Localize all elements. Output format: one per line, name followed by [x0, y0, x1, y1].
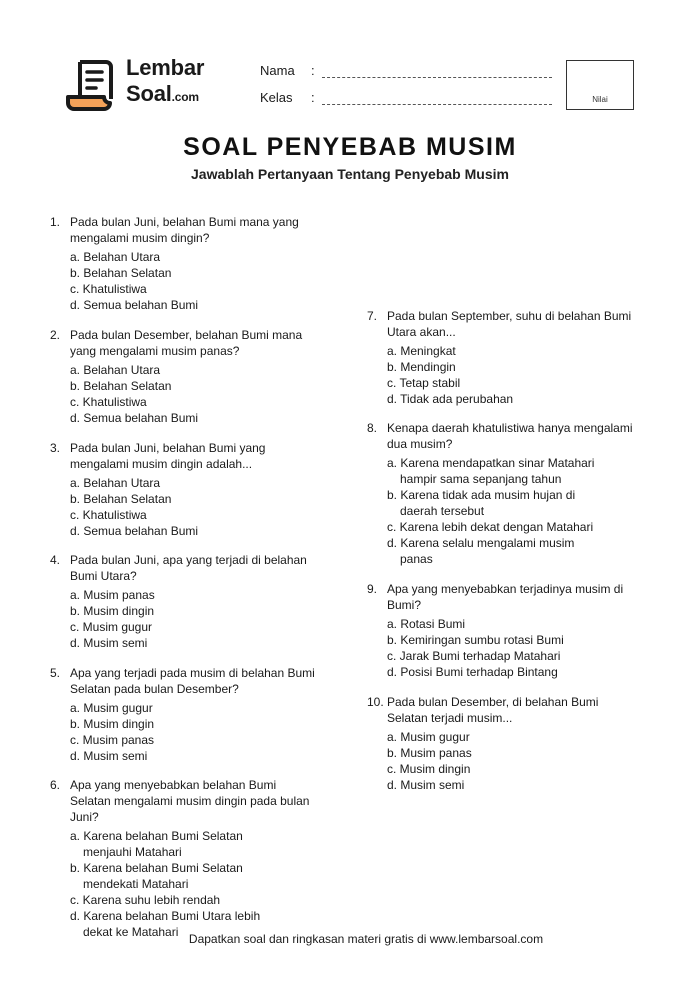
answer-option-text: c. Tetap stabil [387, 376, 461, 390]
question-text-line: Utara akan... [387, 325, 456, 339]
answer-option[interactable] [70, 281, 198, 297]
logo-wordmark-line1: Lembar [126, 55, 205, 80]
question-text-line: Pada bulan Juni, apa yang terjadi di belahan [70, 553, 307, 567]
answer-option-text: d. Musim semi [70, 636, 148, 650]
nilai-label: Nilai [592, 95, 608, 104]
answer-option[interactable] [70, 619, 155, 635]
answer-option[interactable] [70, 265, 198, 281]
answer-option[interactable] [387, 761, 472, 777]
question-text-line: Pada bulan Juni, belahan Bumi mana yang [70, 215, 299, 229]
question-text-line: Selatan pada bulan Desember? [70, 682, 239, 696]
answer-option-text: dekat ke Matahari [83, 925, 179, 939]
answer-option-text: b. Mendingin [387, 360, 456, 374]
question-number: 9. [367, 582, 378, 596]
question-number: 5. [50, 666, 61, 680]
kelas-label: Kelas [260, 90, 293, 105]
kelas-colon: : [311, 90, 315, 105]
question-number: 7. [367, 309, 378, 323]
answer-option-text: daerah tersebut [400, 504, 485, 518]
answer-option[interactable] [70, 523, 198, 539]
answer-option-text: c. Khatulistiwa [70, 395, 147, 409]
nilai-score-box[interactable] [566, 60, 634, 110]
answer-option-text: c. Karena suhu lebih rendah [70, 893, 221, 907]
question-text-line: Pada bulan Juni, belahan Bumi yang [70, 441, 266, 455]
answer-option[interactable] [387, 648, 564, 664]
answer-option[interactable] [70, 892, 260, 908]
question-number: 8. [367, 421, 378, 435]
question-text-line: Pada bulan Desember, belahan Bumi mana [70, 328, 303, 342]
answer-option[interactable] [70, 860, 260, 892]
answer-option[interactable] [70, 635, 155, 651]
answer-option-text: a. Musim gugur [387, 730, 470, 744]
answer-option[interactable] [70, 378, 198, 394]
answer-option-text: a. Rotasi Bumi [387, 617, 466, 631]
answer-option-text: a. Meningkat [387, 344, 456, 358]
answer-option-text: b. Karena tidak ada musim hujan di [387, 488, 576, 502]
nama-colon: : [311, 63, 315, 78]
answer-option-text: d. Semua belahan Bumi [70, 411, 199, 425]
kelas-field[interactable] [260, 90, 560, 108]
question-text-line: Apa yang menyebabkan terjadinya musim di [387, 582, 624, 596]
answer-option[interactable] [70, 249, 198, 265]
answer-option[interactable] [70, 410, 198, 426]
answer-option-text: b. Belahan Selatan [70, 379, 172, 393]
answer-option[interactable] [70, 507, 198, 523]
answer-option[interactable] [387, 729, 472, 745]
question-number: 3. [50, 441, 61, 455]
answer-option-text: c. Musim dingin [387, 762, 471, 776]
question-text-line: Selatan mengalami musim dingin pada bulan [70, 794, 310, 808]
answer-option-text: panas [400, 552, 433, 566]
question-text-line: Pada bulan Desember, di belahan Bumi [387, 695, 599, 709]
question-number: 6. [50, 778, 61, 792]
answer-option[interactable] [70, 297, 198, 313]
logo-wordmark-line2 [126, 83, 199, 105]
answer-option-text: d. Karena belahan Bumi Utara lebih [70, 909, 261, 923]
answer-option[interactable] [387, 455, 594, 487]
answer-option-text: d. Musim semi [70, 749, 148, 763]
answer-option-text: a. Karena belahan Bumi Selatan [70, 829, 243, 843]
answer-option[interactable] [70, 732, 154, 748]
question-number: 10. [367, 695, 384, 709]
answer-option-text: a. Karena mendapatkan sinar Matahari [387, 456, 595, 470]
answer-option-text: a. Belahan Utara [70, 250, 161, 264]
page-title: SOAL PENYEBAB MUSIM [183, 133, 517, 161]
answer-option-text: d. Semua belahan Bumi [70, 524, 199, 538]
answer-option[interactable] [387, 519, 594, 535]
answer-option[interactable] [70, 603, 155, 619]
answer-option-text: c. Khatulistiwa [70, 508, 147, 522]
answer-option[interactable] [70, 394, 198, 410]
document-scroll-icon [66, 59, 120, 111]
answer-option-text: menjauhi Matahari [83, 845, 182, 859]
answer-option[interactable] [70, 828, 260, 860]
question-text-line: mengalami musim dingin? [70, 231, 210, 245]
answer-option[interactable] [387, 664, 564, 680]
answer-option[interactable] [70, 716, 154, 732]
nama-input-line[interactable] [322, 77, 552, 78]
question-text-line: Juni? [70, 810, 99, 824]
logo [66, 57, 216, 109]
question-text-line: Bumi Utara? [70, 569, 137, 583]
answer-option[interactable] [70, 587, 155, 603]
answer-option-text: c. Musim panas [70, 733, 155, 747]
answer-option[interactable] [387, 745, 472, 761]
answer-option[interactable] [70, 362, 198, 378]
answer-option-text: a. Musim gugur [70, 701, 153, 715]
question-text-line: Selatan terjadi musim... [387, 711, 513, 725]
answer-option-text: a. Belahan Utara [70, 363, 161, 377]
answer-option[interactable] [387, 359, 513, 375]
question-number: 2. [50, 328, 61, 342]
answer-option[interactable] [387, 343, 513, 359]
answer-option-text: a. Musim panas [70, 588, 155, 602]
answer-option-text: d. Tidak ada perubahan [387, 392, 514, 406]
answer-option[interactable] [70, 700, 154, 716]
question-text-line: Apa yang menyebabkan belahan Bumi [70, 778, 277, 792]
question-number: 1. [50, 215, 61, 229]
answer-option[interactable] [387, 375, 513, 391]
answer-option-text: d. Semua belahan Bumi [70, 298, 199, 312]
answer-option-text: b. Kemiringan sumbu rotasi Bumi [387, 633, 564, 647]
answer-option-text: b. Musim dingin [70, 604, 155, 618]
question-text-line: Bumi? [387, 598, 422, 612]
question-text-line: mengalami musim dingin adalah... [70, 457, 253, 471]
nama-label: Nama [260, 63, 295, 78]
answer-option[interactable] [70, 491, 198, 507]
answer-option-text: b. Belahan Selatan [70, 492, 172, 506]
answer-option-text: c. Khatulistiwa [70, 282, 147, 296]
answer-option-text: a. Belahan Utara [70, 476, 161, 490]
answer-option-text: b. Musim dingin [70, 717, 155, 731]
kelas-input-line[interactable] [322, 104, 552, 105]
page-subtitle: Jawablah Pertanyaan Tentang Penyebab Musim [191, 166, 509, 182]
footer-text: Dapatkan soal dan ringkasan materi gratis di www.lembarsoal.com [188, 932, 544, 946]
answer-option[interactable] [387, 777, 472, 793]
nama-field[interactable] [260, 63, 560, 81]
question-number: 4. [50, 553, 61, 567]
answer-option-text: b. Karena belahan Bumi Selatan [70, 861, 243, 875]
answer-option-text: hampir sama sepanjang tahun [400, 472, 562, 486]
answer-option-text: d. Musim semi [387, 778, 465, 792]
answer-option[interactable] [70, 475, 198, 491]
answer-option-text: b. Musim panas [387, 746, 472, 760]
answer-option-text: d. Posisi Bumi terhadap Bintang [387, 665, 558, 679]
answer-option-text: b. Belahan Selatan [70, 266, 172, 280]
answer-option[interactable] [387, 391, 513, 407]
answer-option[interactable] [387, 487, 594, 519]
answer-option[interactable] [387, 616, 564, 632]
question-text-line: Pada bulan September, suhu di belahan Bumi [387, 309, 632, 323]
answer-option-text: c. Jarak Bumi terhadap Matahari [387, 649, 561, 663]
question-text-line: Apa yang terjadi pada musim di belahan Bumi [70, 666, 315, 680]
logo-wordmark-soal: Soal [126, 81, 172, 106]
answer-option-text: c. Musim gugur [70, 620, 153, 634]
answer-option-text: c. Karena lebih dekat dengan Matahari [387, 520, 594, 534]
question-text-line: dua musim? [387, 437, 453, 451]
question-text-line: yang mengalami musim panas? [70, 344, 240, 358]
answer-option[interactable] [387, 535, 594, 567]
question-text-line: Kenapa daerah khatulistiwa hanya mengalami [387, 421, 633, 435]
answer-option[interactable] [387, 632, 564, 648]
logo-wordmark-suffix: .com [171, 90, 199, 104]
answer-option-text: mendekati Matahari [83, 877, 189, 891]
answer-option-text: d. Karena selalu mengalami musim [387, 536, 575, 550]
answer-option[interactable] [70, 748, 154, 764]
